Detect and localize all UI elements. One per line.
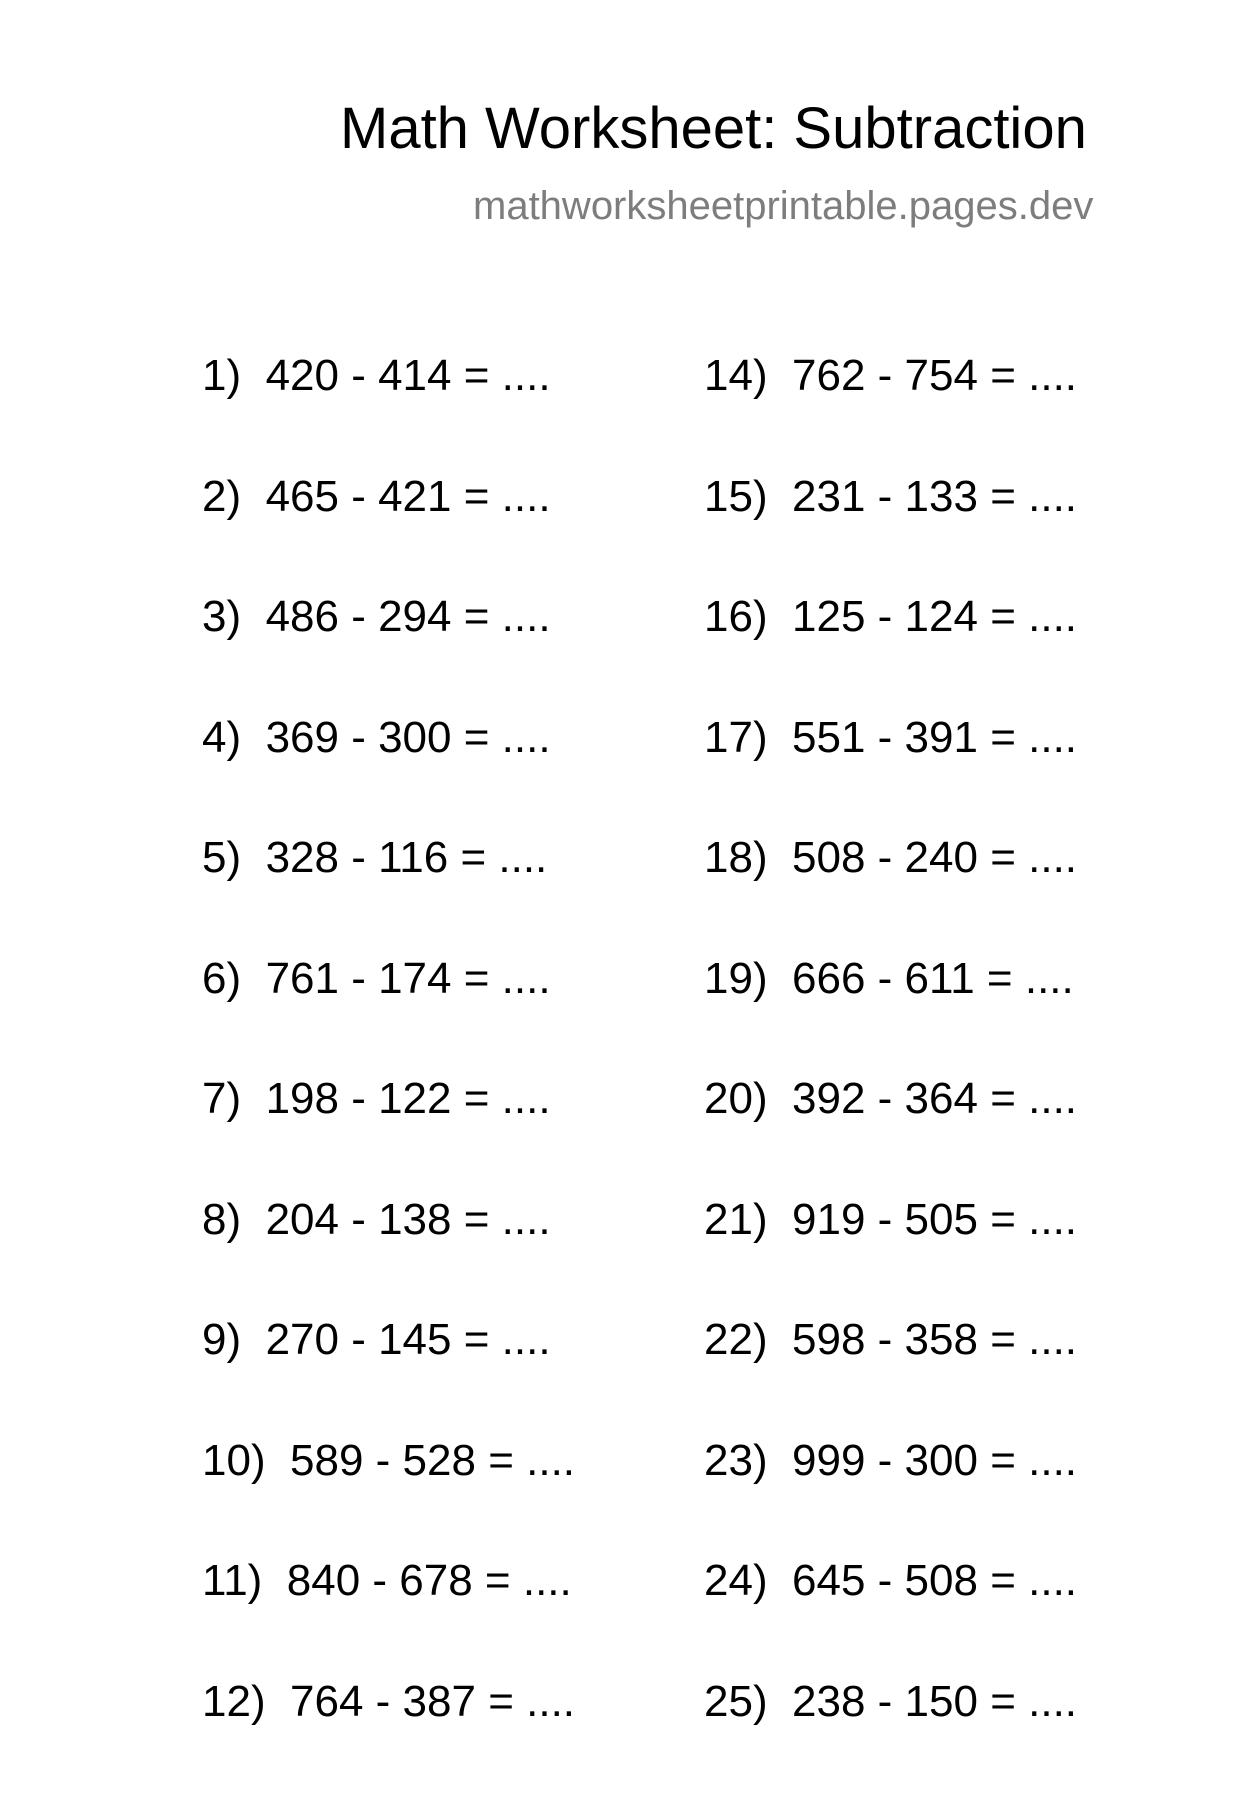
problem-9: 9) 270 - 145 = .... [202, 1318, 575, 1439]
problem-12: 12) 764 - 387 = .... [202, 1680, 575, 1800]
problem-20: 20) 392 - 364 = .... [704, 1077, 1077, 1198]
problems-right-column [704, 354, 1077, 1800]
problem-11: 11) 840 - 678 = .... [202, 1559, 575, 1680]
problem-7: 7) 198 - 122 = .... [202, 1077, 575, 1198]
problem-18: 18) 508 - 240 = .... [704, 836, 1077, 957]
problem-8: 8) 204 - 138 = .... [202, 1198, 575, 1319]
problem-19: 19) 666 - 611 = .... [704, 957, 1077, 1078]
problem-22: 22) 598 - 358 = .... [704, 1318, 1077, 1439]
problems-left-column [202, 354, 575, 1800]
problem-10: 10) 589 - 528 = .... [202, 1439, 575, 1560]
problem-25: 25) 238 - 150 = .... [704, 1680, 1077, 1800]
website-label: mathworksheetprintable.pages.dev [473, 186, 1093, 226]
problem-2: 2) 465 - 421 = .... [202, 475, 575, 596]
problem-14: 14) 762 - 754 = .... [704, 354, 1077, 475]
problem-1: 1) 420 - 414 = .... [202, 354, 575, 475]
problem-16: 16) 125 - 124 = .... [704, 595, 1077, 716]
problem-4: 4) 369 - 300 = .... [202, 716, 575, 837]
problem-21: 21) 919 - 505 = .... [704, 1198, 1077, 1319]
problem-5: 5) 328 - 116 = .... [202, 836, 575, 957]
problem-6: 6) 761 - 174 = .... [202, 957, 575, 1078]
problem-17: 17) 551 - 391 = .... [704, 716, 1077, 837]
worksheet-title: Math Worksheet: Subtraction [340, 100, 1087, 158]
problem-23: 23) 999 - 300 = .... [704, 1439, 1077, 1560]
problem-15: 15) 231 - 133 = .... [704, 475, 1077, 596]
problem-3: 3) 486 - 294 = .... [202, 595, 575, 716]
problem-24: 24) 645 - 508 = .... [704, 1559, 1077, 1680]
